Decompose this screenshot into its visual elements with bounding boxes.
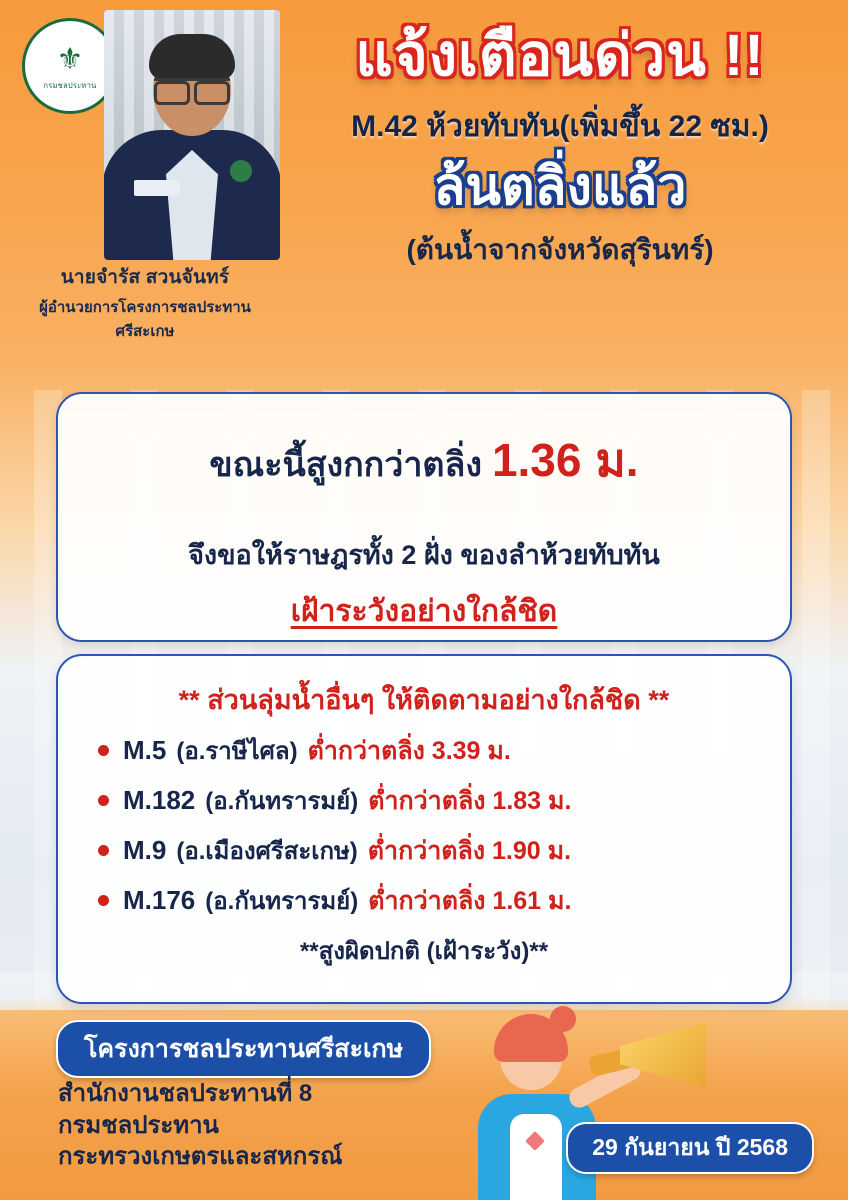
title-zone [286,23,834,272]
poster-header [0,0,848,390]
official-position: ผู้อำนวยการโครงการชลประทานศรีสะเกษ [39,299,251,340]
other-basins-card [56,654,792,1004]
bullet-dot-icon [98,895,109,906]
list-footnote: **สูงผิดปกติ (เฝ้าระวัง)** [299,938,549,965]
bullet-dot-icon [98,795,109,806]
glasses-icon [154,78,230,98]
station-place: (อ.เมืองศรีสะเกษ) [176,838,358,865]
overflow-subheadline: ล้นตลิ่งแล้ว [433,157,687,216]
station-code: M.182 [123,785,196,815]
garuda-crest-icon: ⚜ [56,42,84,76]
current-level-prefix: ขณะนี้สูงกกว่าตลิ่ง [209,446,482,484]
station-code: M.176 [123,885,196,915]
station-status: ต่ำกว่าตลิ่ง 1.90 ม. [367,837,572,865]
current-level-value: 1.36 [491,434,582,486]
current-level-unit: ม. [595,434,639,486]
station-code: M.5 [123,735,167,765]
headline-urgent-warning: แจ้งเตือนด่วน !! [355,23,765,88]
org-line-3: กระทรวงเกษตรและสหกรณ์ [58,1143,343,1171]
station-list [58,731,790,921]
station-status: ต่ำกว่าตลิ่ง 3.39 ม. [307,737,511,765]
station-place: (อ.กันทรารมย์) [205,788,359,815]
source-subheadline: (ต้นน้ำจากจังหวัดสุรินทร์) [406,234,714,266]
list-item [98,881,750,921]
mascot-shirt [510,1114,562,1200]
station-code: M.9 [123,835,167,865]
bullet-dot-icon [98,745,109,756]
portrait-hair [149,34,235,80]
official-portrait-photo [104,10,280,260]
list-item [98,731,750,771]
station-status: ต่ำกว่าตลิ่ง 1.83 ม. [368,787,572,815]
request-emphasis: เฝ้าระวังอย่างใกล้ชิด [290,595,558,628]
seal-label: กรมชลประทาน [43,80,97,90]
bullet-dot-icon [98,845,109,856]
station-place: (อ.กันทรารมย์) [205,888,359,915]
other-basins-title: ** ส่วนลุ่มน้ำอื่นๆ ให้ติดตามอย่างใกล้ชิด ** [178,685,670,715]
request-line: จึงขอให้ราษฎรทั้ง 2 ฝั่ง ของลำห้วยทับทัน [188,540,660,570]
organization-block [58,1078,342,1173]
org-line-1: สำนักงานชลประทานที่ 8 [58,1080,313,1107]
project-badge: โครงการชลประทานศรีสะเกษ [56,1020,431,1078]
current-level-line [58,424,790,497]
official-name: นายจำรัส สวนจันทร์ [60,267,230,288]
list-item [98,831,750,871]
official-name-block [14,262,276,343]
station-subheadline: M.42 ห้วยทับทัน(เพิ่มขึ้น 22 ซม.) [351,109,769,143]
portrait-name-badge [134,180,180,196]
water-level-card [56,392,792,642]
mascot-hair-bun [550,1006,576,1032]
station-status: ต่ำกว่าตลิ่ง 1.61 ม. [368,887,572,915]
portrait-logo-patch [230,160,252,182]
station-place: (อ.ราษีไศล) [176,738,298,765]
org-line-2: กรมชลประทาน [58,1111,219,1139]
list-item [98,781,750,821]
date-badge: 29 กันยายน ปี 2568 [566,1122,814,1174]
